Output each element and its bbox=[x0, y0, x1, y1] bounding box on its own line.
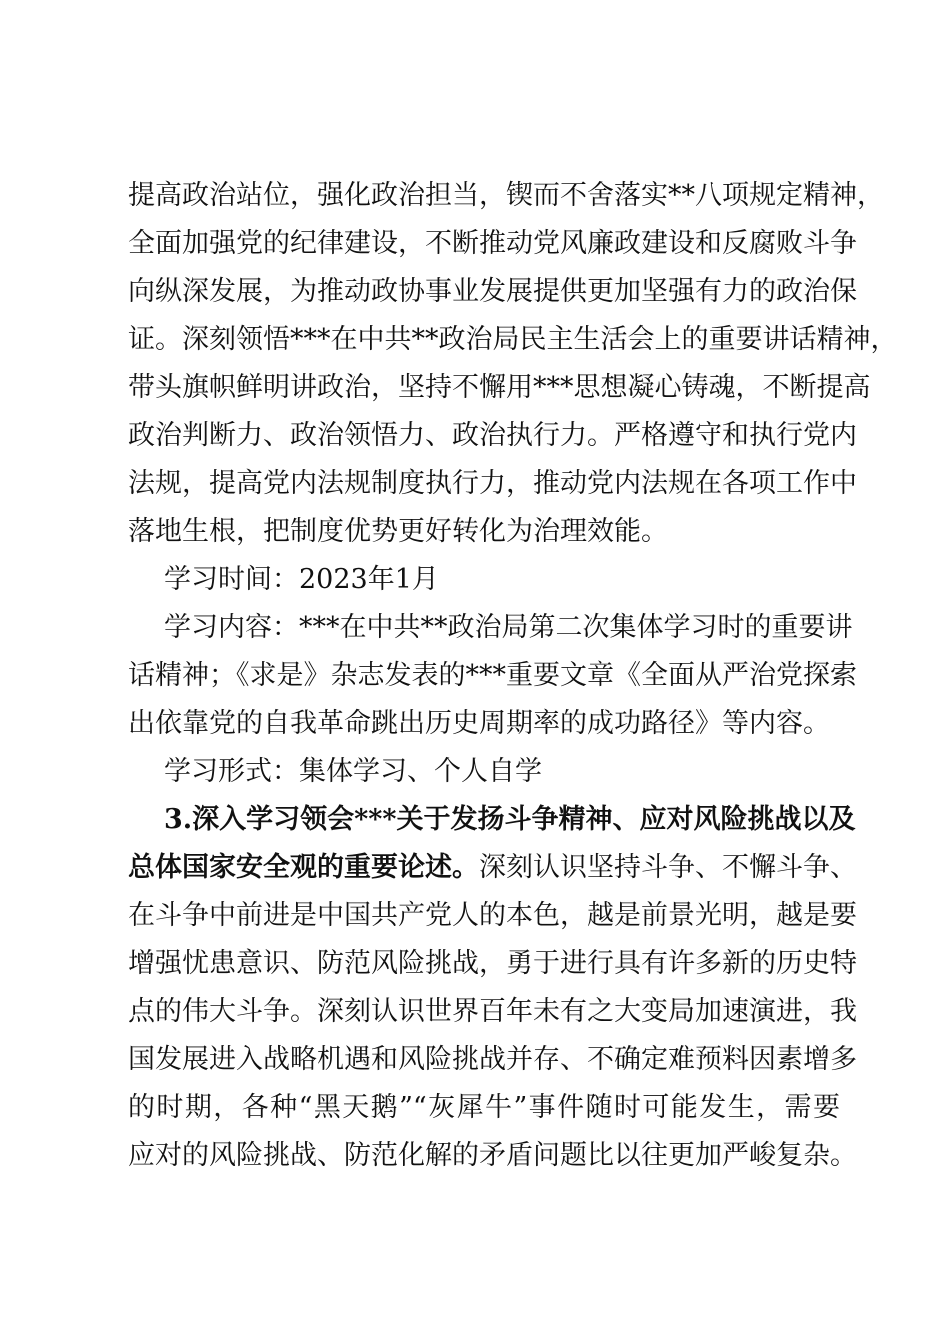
paragraph-line: 全面加强党的纪律建设，不断推动党风廉政建设和反腐败斗争 bbox=[128, 228, 857, 259]
paragraph-line: 带头旗帜鲜明讲政治，坚持不懈用***思想凝心铸魂，不断提高 bbox=[128, 372, 871, 403]
study-form: 学习形式：集体学习、个人自学 bbox=[164, 756, 542, 787]
paragraph-line: 提高政治站位，强化政治担当，锲而不舍落实**八项规定精神， bbox=[128, 180, 884, 211]
study-content-line: 出依靠党的自我革命跳出历史周期率的成功路径》等内容。 bbox=[128, 708, 830, 739]
section-3-heading: 3.深入学习领会***关于发扬斗争精神、应对风险挑战以及 bbox=[164, 804, 856, 835]
section-3-body-line: 在斗争中前进是中国共产党人的本色，越是前景光明，越是要 bbox=[128, 900, 857, 931]
section-3-body-line: 应对的风险挑战、防范化解的矛盾问题比以往更加严峻复杂。 bbox=[128, 1140, 857, 1171]
section-3-body-line: 增强忧患意识、防范风险挑战，勇于进行具有许多新的历史特 bbox=[128, 948, 857, 979]
section-3-text: 深刻认识坚持斗争、不懈斗争、 bbox=[479, 852, 857, 883]
section-3-line-2 bbox=[128, 848, 857, 888]
paragraph-line: 法规，提高党内法规制度执行力，推动党内法规在各项工作中 bbox=[128, 468, 857, 499]
study-time: 学习时间：2023年1月 bbox=[164, 564, 439, 595]
paragraph-line: 落地生根，把制度优势更好转化为治理效能。 bbox=[128, 516, 668, 547]
section-3-body-line: 国发展进入战略机遇和风险挑战并存、不确定难预料因素增多 bbox=[128, 1044, 857, 1075]
study-content-line: 学习内容：***在中共**政治局第二次集体学习时的重要讲 bbox=[164, 612, 853, 643]
paragraph-line: 向纵深发展，为推动政协事业发展提供更加坚强有力的政治保 bbox=[128, 276, 857, 307]
section-3-body-line: 点的伟大斗争。深刻认识世界百年未有之大变局加速演进，我 bbox=[128, 996, 857, 1027]
section-3-body-line: 的时期，各种“黑天鹅”“灰犀牛”事件随时可能发生，需要 bbox=[128, 1092, 840, 1123]
paragraph-line: 政治判断力、政治领悟力、政治执行力。严格遵守和执行党内 bbox=[128, 420, 857, 451]
paragraph-line: 证。深刻领悟***在中共**政治局民主生活会上的重要讲话精神， bbox=[128, 324, 898, 355]
section-3-heading-end: 总体国家安全观的重要论述。 bbox=[128, 852, 479, 883]
study-content-line: 话精神；《求是》杂志发表的***重要文章《全面从严治党探索 bbox=[128, 660, 857, 691]
